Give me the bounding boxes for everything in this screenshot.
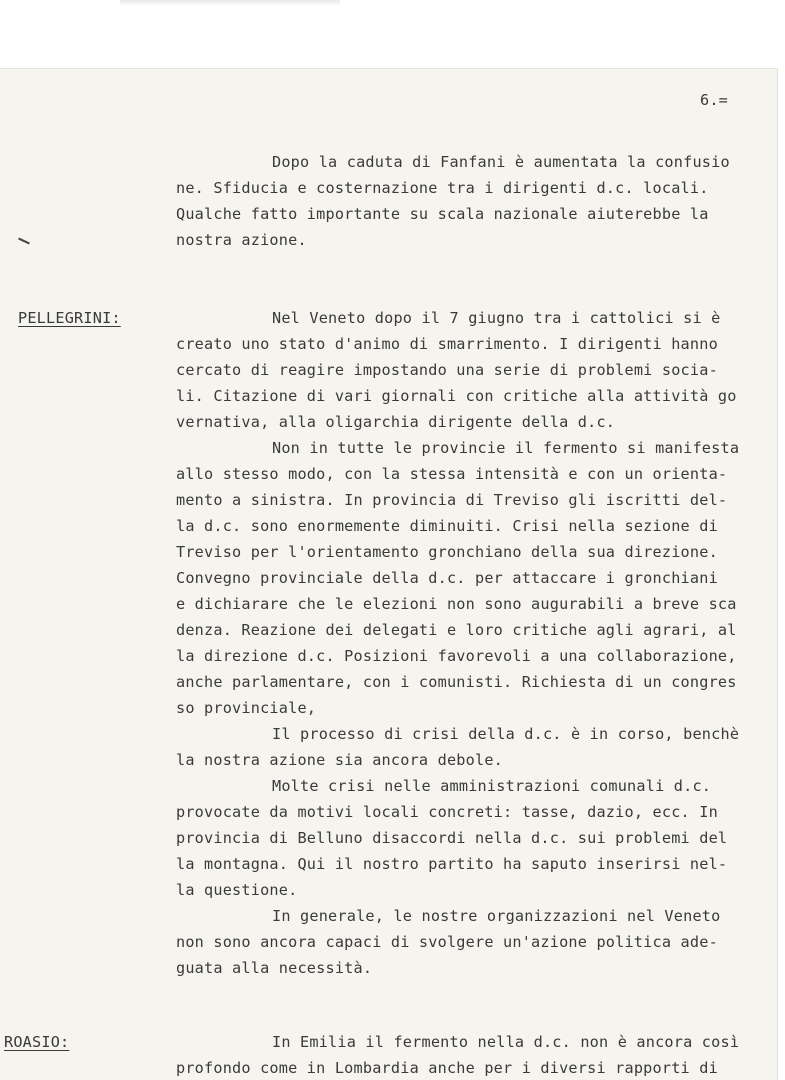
text-line: nostra azione. <box>176 231 307 249</box>
text-line: Treviso per l'orientamento gronchiano della sua direzione. <box>176 543 718 561</box>
text-line: vernativa, alla oligarchia dirigente della d.c. <box>176 413 616 431</box>
text-line: Non in tutte le provincie il fermento si manifesta <box>272 439 740 457</box>
text-line: la nostra azione sia ancora debole. <box>176 751 504 769</box>
page-margin-top <box>0 0 785 68</box>
text-line: provocate da motivi locali concreti: tasse, dazio, ecc. In <box>176 803 718 821</box>
text-line: Convegno provinciale della d.c. per attaccare i gronchiani <box>176 569 718 587</box>
text-line: Dopo la caduta di Fanfani è aumentata la confusio <box>272 153 730 171</box>
text-line: non sono ancora capaci di svolgere un'azione politica ade- <box>176 933 718 951</box>
text-line: la d.c. sono enormemente diminuiti. Crisi nella sezione di <box>176 517 718 535</box>
speaker-label: ROASIO: <box>4 1033 70 1051</box>
text-line: guata alla necessità. <box>176 959 373 977</box>
text-line: allo stesso modo, con la stessa intensità e con un orienta- <box>176 465 728 483</box>
text-line: la montagna. Qui il nostro partito ha saputo inserirsi nel- <box>176 855 728 873</box>
text-line: anche parlamentare, con i comunisti. Richiesta di un congres <box>176 673 737 691</box>
page-number: 6.= <box>700 91 729 109</box>
text-line: la direzione d.c. Posizioni favorevoli a una collaborazione, <box>176 647 737 665</box>
text-line: In generale, le nostre organizzazioni nel Veneto <box>272 907 721 925</box>
speaker-label: PELLEGRINI: <box>18 309 121 327</box>
text-line: mento a sinistra. In provincia di Treviso gli iscritti del- <box>176 491 728 509</box>
text-line: Molte crisi nelle amministrazioni comunali d.c. <box>272 777 712 795</box>
text-line: creato uno stato d'animo di smarrimento. I dirigenti hanno <box>176 335 718 353</box>
text-line: ne. Sfiducia e costernazione tra i dirigenti d.c. locali. <box>176 179 709 197</box>
text-line: la questione. <box>176 881 298 899</box>
scan-shadow <box>120 0 340 6</box>
text-line: so provinciale, <box>176 699 317 717</box>
text-line: provincia di Belluno disaccordi nella d.c. sui problemi del <box>176 829 728 847</box>
text-line: e dichiarare che le elezioni non sono augurabili a breve sca <box>176 595 737 613</box>
text-line: li. Citazione di vari giornali con critiche alla attività go <box>176 387 737 405</box>
text-line: Qualche fatto importante su scala nazionale aiuterebbe la <box>176 205 709 223</box>
text-line: cercato di reagire impostando una serie di problemi socia- <box>176 361 718 379</box>
text-line: In Emilia il fermento nella d.c. non è ancora così <box>272 1033 740 1051</box>
document-page <box>0 68 778 1080</box>
margin-pen-mark <box>18 238 30 245</box>
text-line: Il processo di crisi della d.c. è in corso, benchè <box>272 725 740 743</box>
text-line: profondo come in Lombardia anche per i diversi rapporti di <box>176 1059 718 1077</box>
text-line: denza. Reazione dei delegati e loro critiche agli agrari, al <box>176 621 737 639</box>
text-line: Nel Veneto dopo il 7 giugno tra i cattolici si è <box>272 309 721 327</box>
